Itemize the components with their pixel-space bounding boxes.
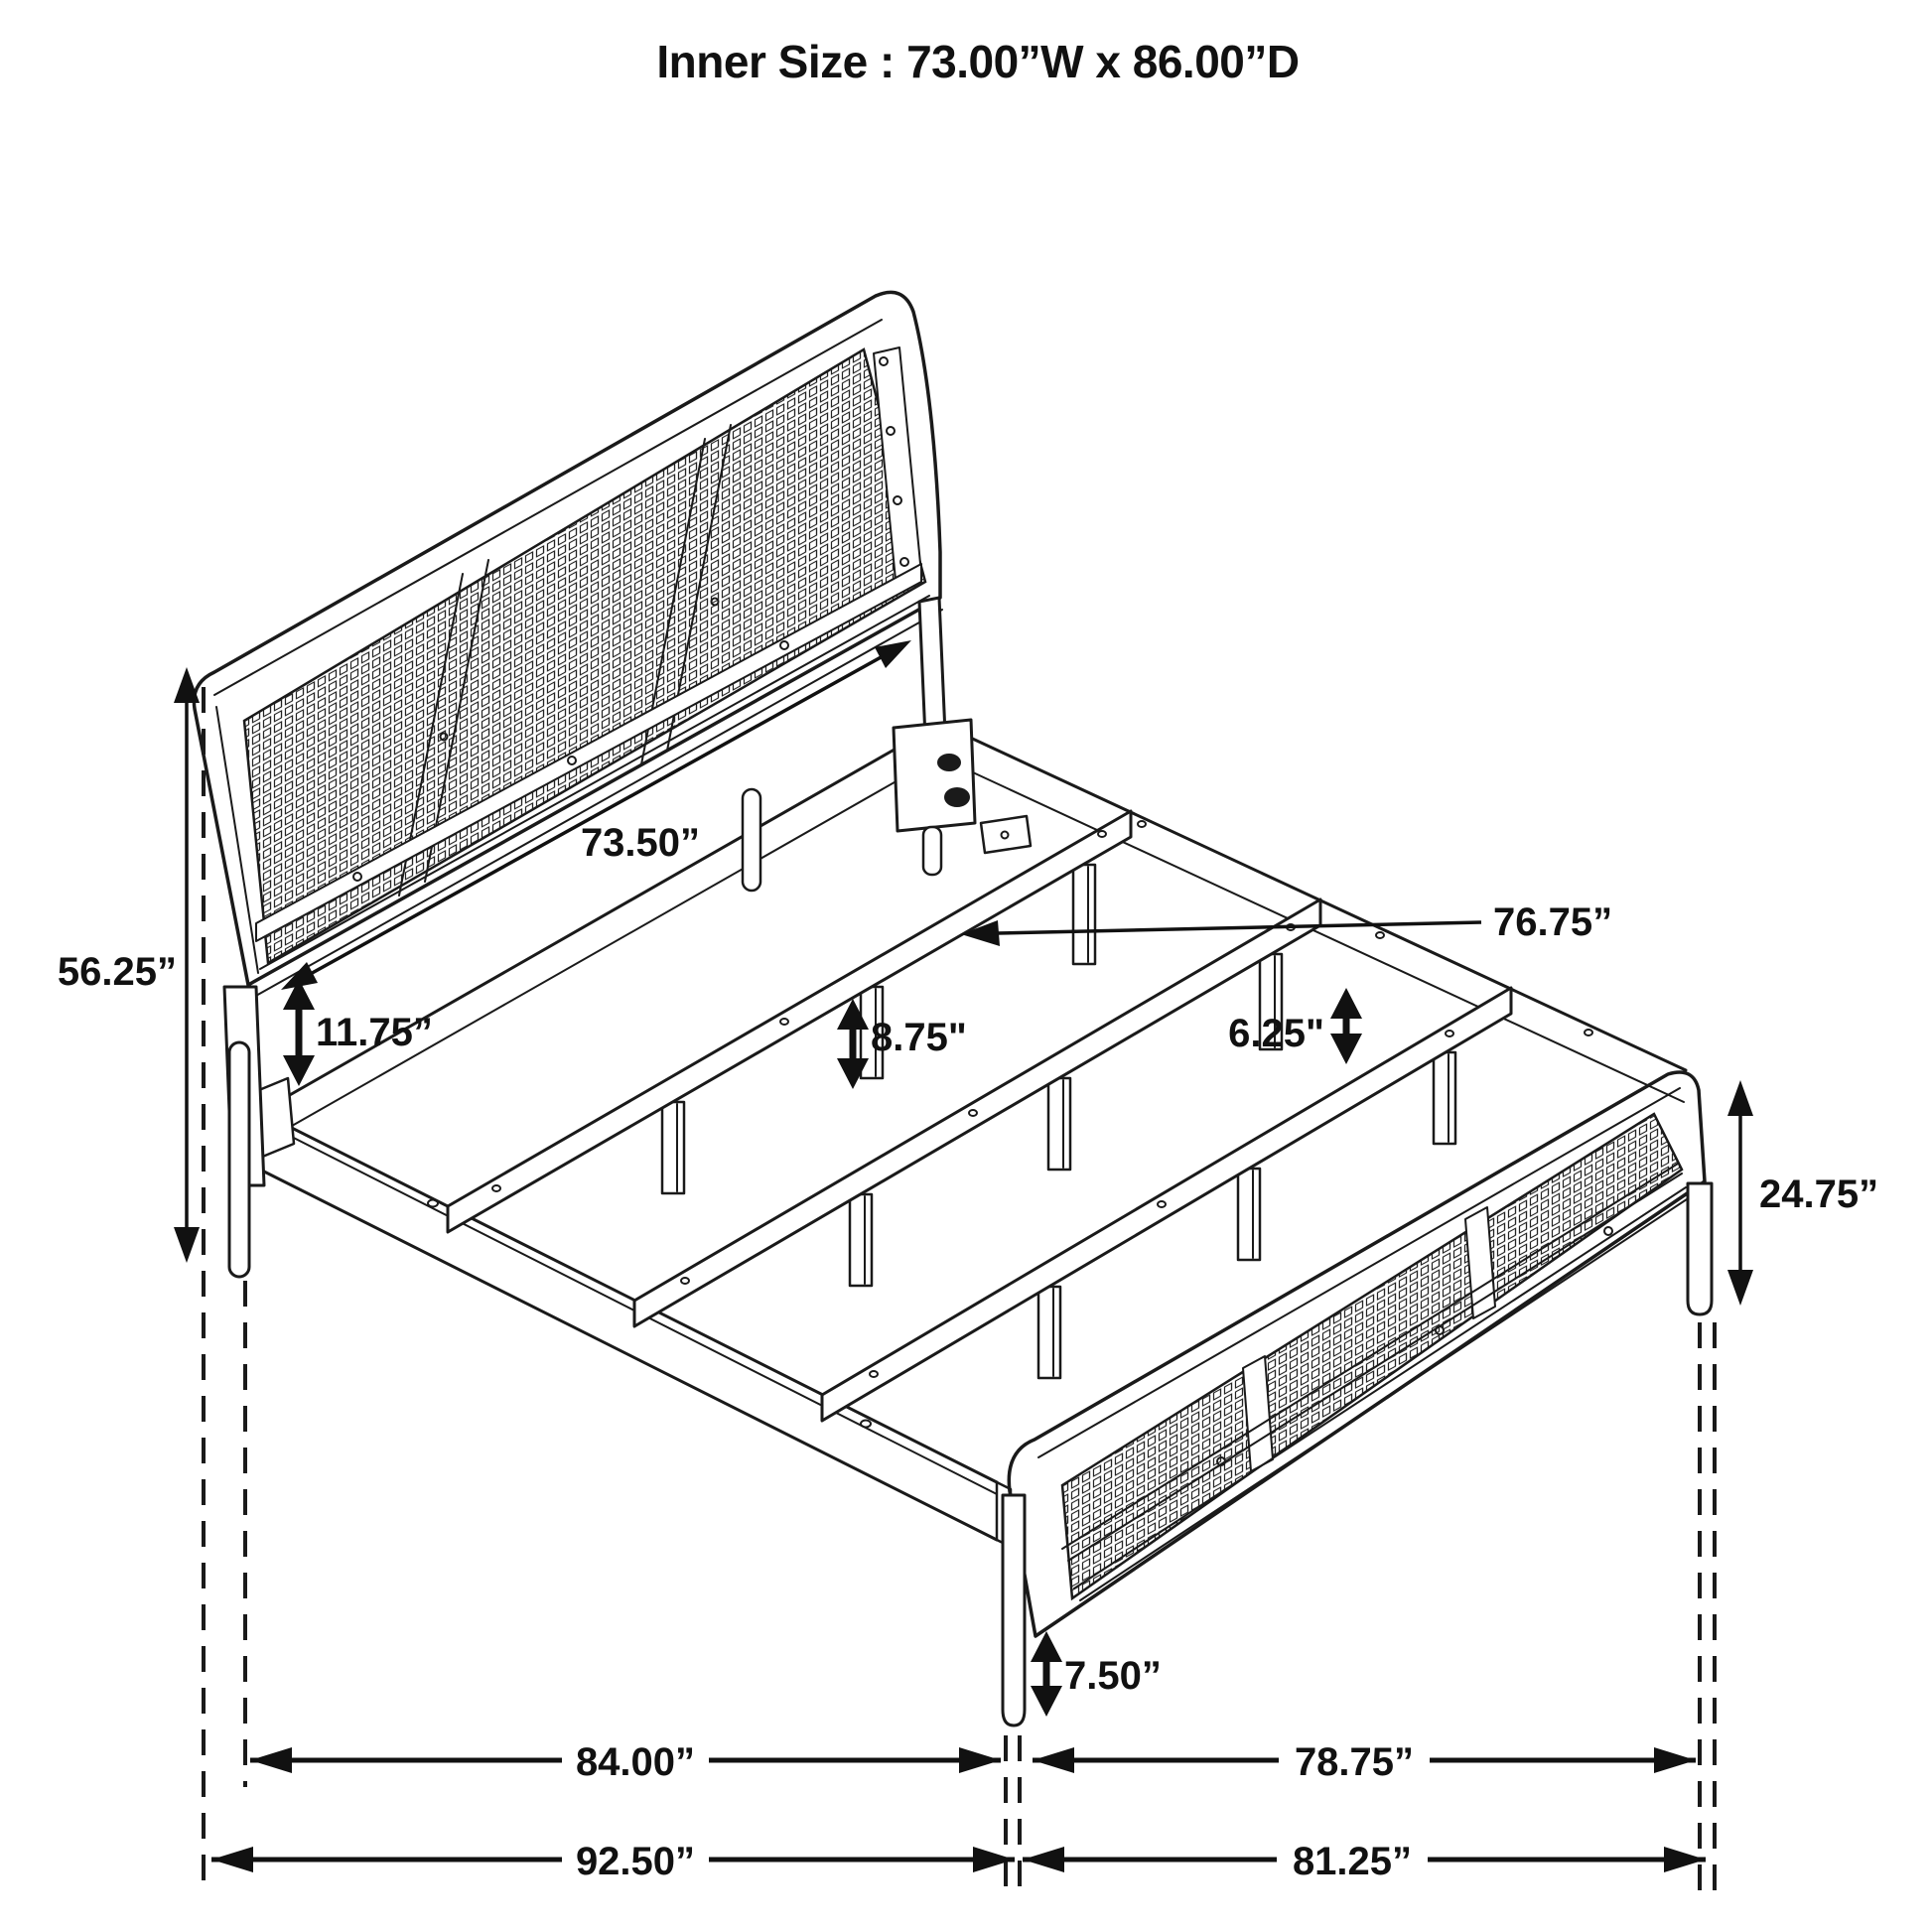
dim-label-11-75: 11.75” — [316, 1011, 433, 1054]
dim-support-leg-height — [837, 999, 967, 1089]
footboard-left-leg — [1003, 1495, 1025, 1725]
dim-rail-end-gap — [1228, 988, 1362, 1064]
dim-label-24-75: 24.75” — [1759, 1173, 1879, 1216]
rail-bracket — [894, 720, 975, 831]
dim-label-8-75: 8.75" — [871, 1016, 967, 1059]
slat-rail-2 — [634, 899, 1320, 1326]
dim-label-84-00: 84.00” — [575, 1740, 696, 1784]
dim-footboard-clearance — [1031, 1631, 1162, 1717]
dim-label-56-25: 56.25” — [57, 950, 177, 994]
dim-frame-length — [250, 1731, 1001, 1785]
slat-rail-1 — [448, 811, 1131, 1232]
dim-headboard-height — [58, 667, 200, 1263]
headboard-right-post — [919, 598, 945, 738]
diagram-title: Inner Size : 73.00”W x 86.00”D — [656, 36, 1300, 87]
headboard-cane-mesh — [244, 349, 925, 963]
dim-label-78-75: 78.75” — [1294, 1740, 1415, 1784]
dim-label-92-50: 92.50” — [575, 1840, 696, 1883]
dim-label-81-25: 81.25” — [1292, 1840, 1413, 1883]
headboard-left-leg — [229, 1042, 249, 1277]
dim-label-76-75: 76.75” — [1493, 900, 1613, 944]
headboard-center-leg — [743, 789, 760, 891]
dim-headboard-rail-gap — [283, 979, 433, 1086]
footboard — [1003, 1072, 1712, 1725]
dim-label-6-25: 6.25" — [1228, 1012, 1324, 1055]
dim-frame-width — [1033, 1731, 1696, 1785]
dim-overall-length — [211, 1833, 1015, 1886]
footboard-right-leg — [1688, 1183, 1712, 1314]
dim-footboard-height — [1727, 1080, 1878, 1306]
footboard-cane-mesh — [1062, 1114, 1682, 1598]
dim-overall-width — [1023, 1833, 1706, 1886]
dim-label-7-50: 7.50” — [1064, 1654, 1162, 1698]
dim-label-73-50: 73.50” — [580, 821, 701, 865]
